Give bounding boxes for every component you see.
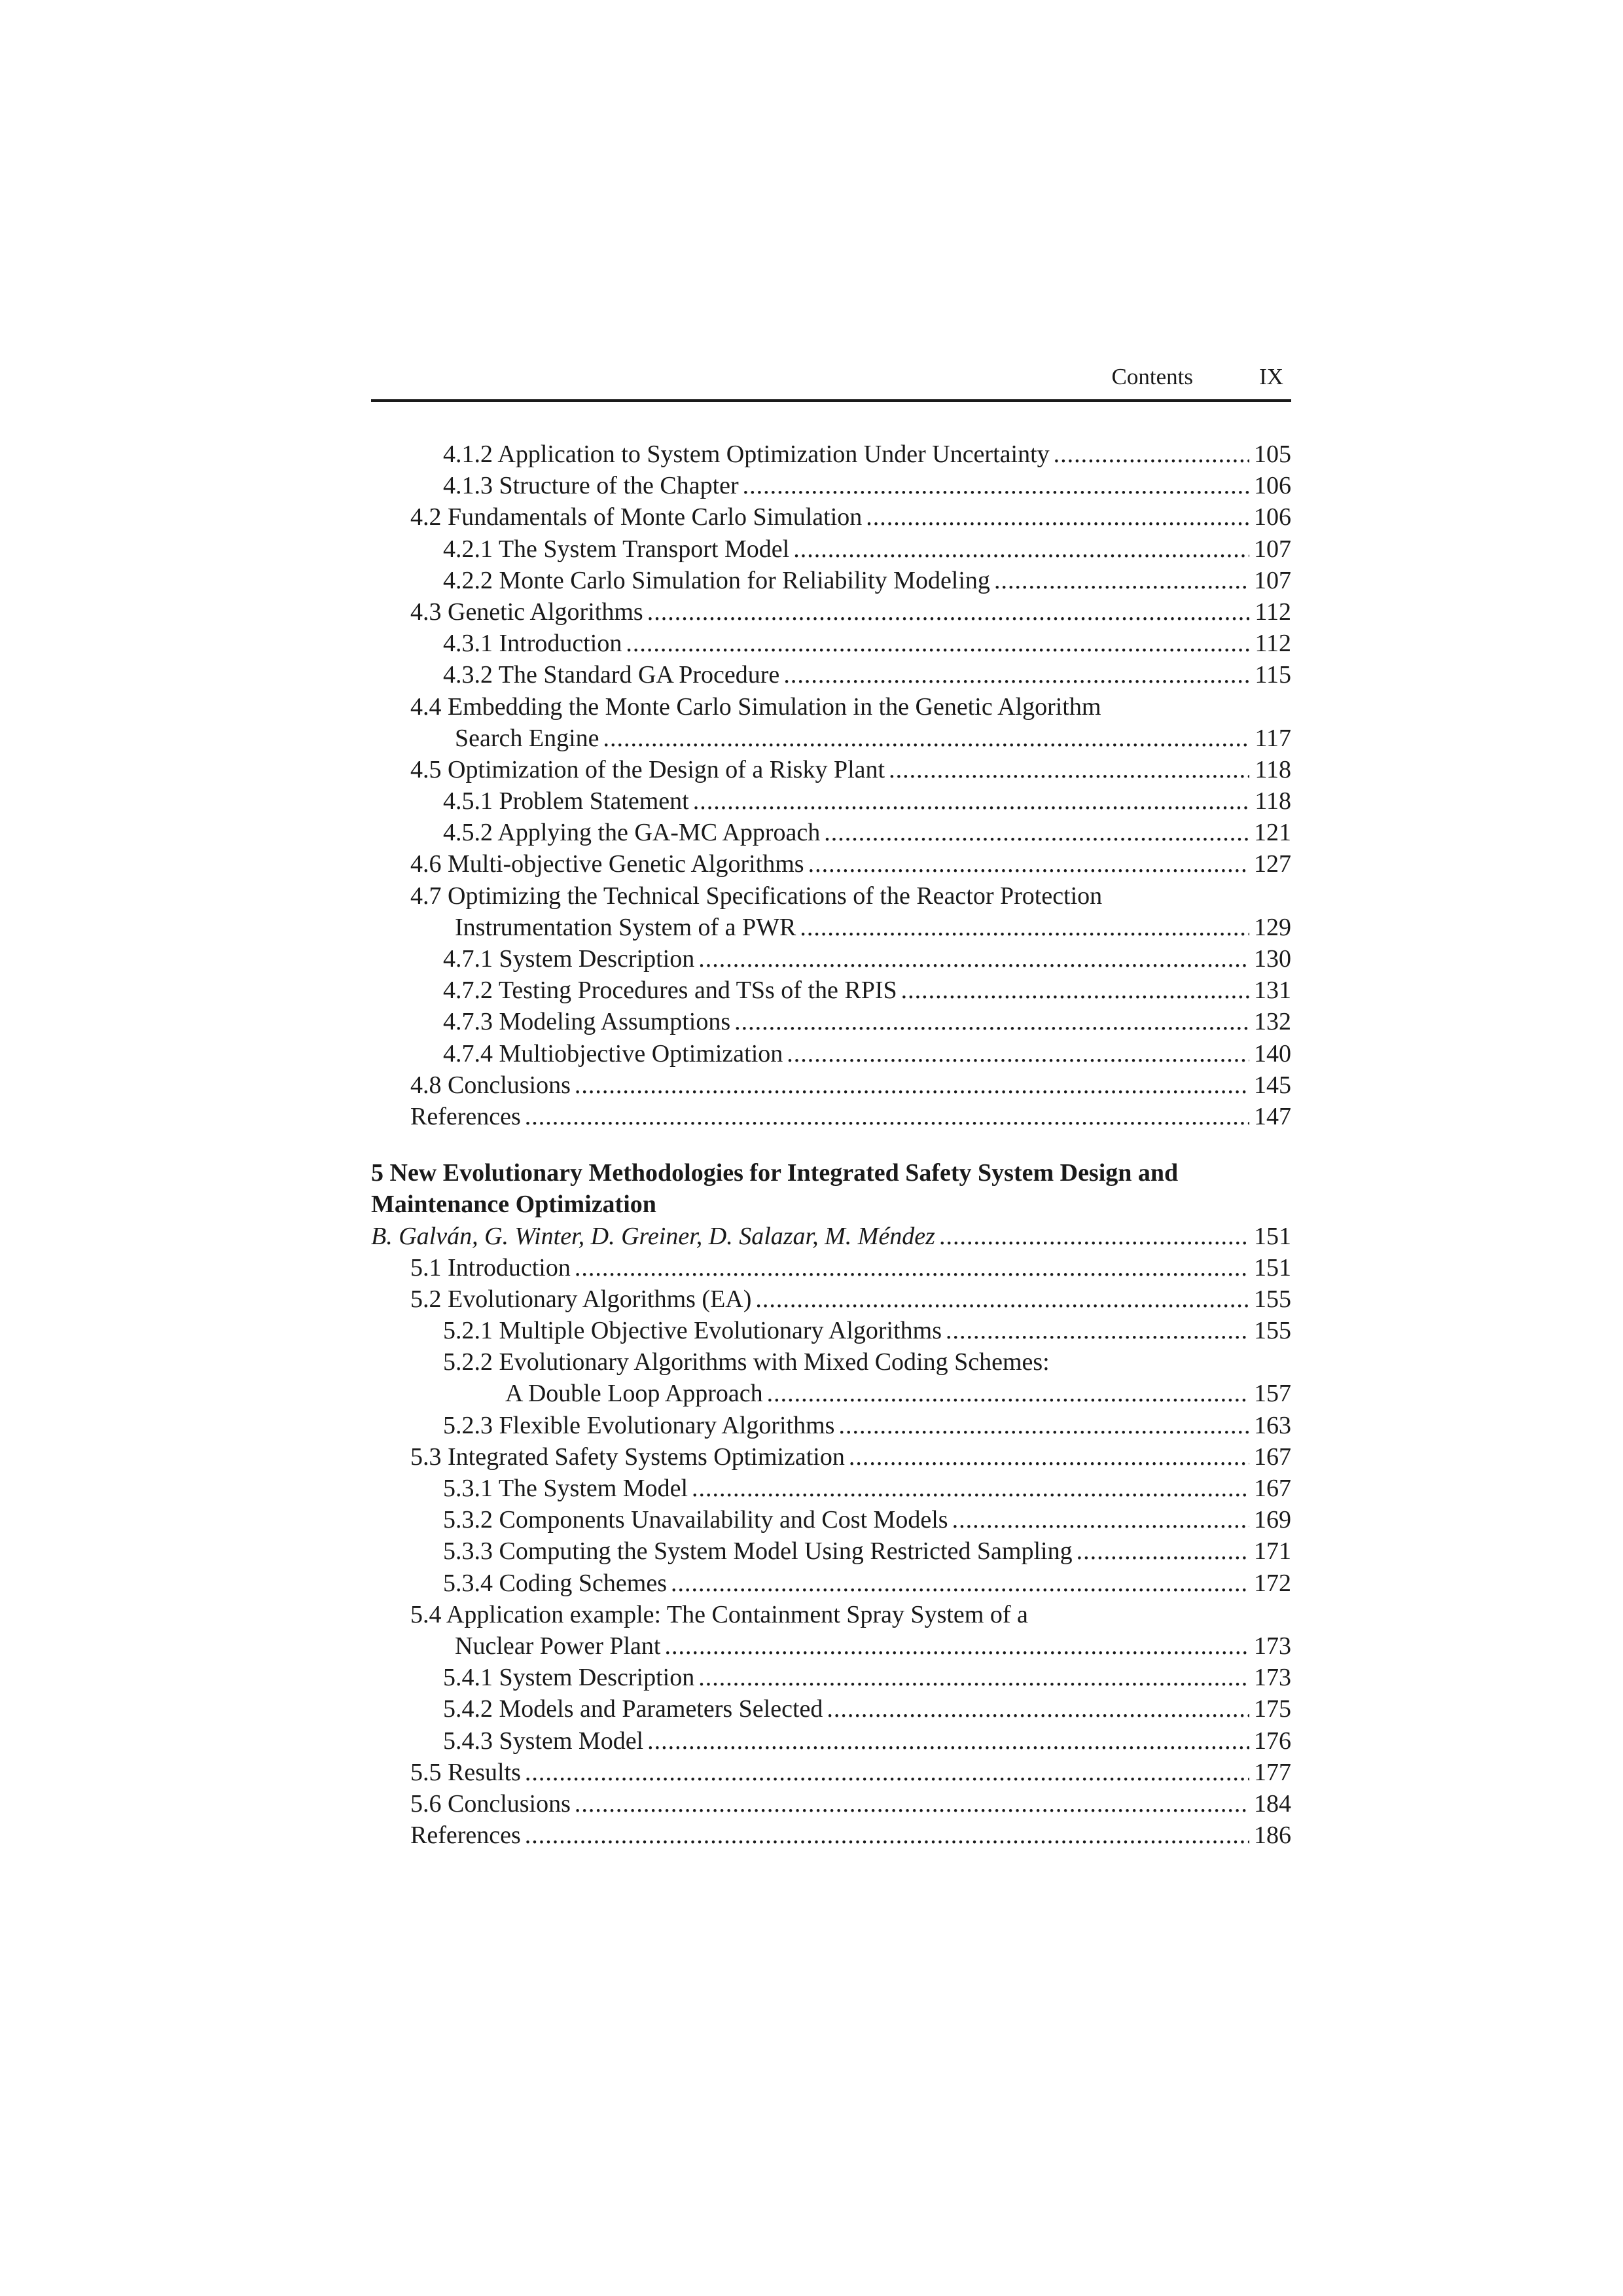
- toc-entry-title: 4.7.1 System Description: [443, 945, 695, 973]
- toc-entry-title: 4.8 Conclusions: [410, 1071, 571, 1099]
- toc-entry-page: 118: [1255, 755, 1291, 783]
- toc-entry-title: 5.3.2 Components Unavailability and Cost Models: [443, 1506, 948, 1534]
- running-head: [371, 360, 1291, 402]
- running-head-section: Contents: [1111, 364, 1193, 389]
- toc-entry-title: 4.2.1 The System Transport Model: [443, 535, 790, 563]
- toc-entry-title: 4.1.3 Structure of the Chapter: [443, 472, 739, 500]
- toc-entry-page: 131: [1254, 977, 1291, 1005]
- toc-entry-title: 4.3.2 The Standard GA Procedure: [443, 661, 780, 689]
- toc-entry-title: 4.5.2 Applying the GA-MC Approach: [443, 819, 821, 847]
- toc-entry-title: 4.6 Multi-objective Genetic Algorithms: [410, 850, 804, 878]
- toc-entry-title-continued: Nuclear Power Plant: [455, 1632, 661, 1660]
- toc-entry: [371, 1252, 1291, 1283]
- dot-leader: [787, 1038, 1249, 1069]
- dot-leader: [827, 1693, 1249, 1725]
- toc-entry: [371, 1535, 1291, 1567]
- toc-entry-page: 130: [1254, 945, 1291, 973]
- dot-leader: [808, 848, 1249, 880]
- toc-entry-page: 129: [1254, 913, 1291, 941]
- toc-entry-page: 105: [1254, 440, 1291, 468]
- toc-entry: [371, 817, 1291, 848]
- dot-leader: [626, 628, 1249, 659]
- toc-entry: [371, 533, 1291, 565]
- toc-entry-title: 4.7.2 Testing Procedures and TSs of the RPIS: [443, 977, 897, 1005]
- toc-entry-title: References: [410, 1102, 521, 1130]
- dot-leader: [849, 1441, 1249, 1473]
- toc-entry: [371, 943, 1291, 975]
- dot-leader: [939, 1221, 1249, 1252]
- dot-leader: [1054, 439, 1249, 470]
- toc-entry: [371, 785, 1291, 817]
- toc-entry: [371, 1599, 1291, 1630]
- chapter-authors: [371, 1221, 1291, 1252]
- toc-entry: [371, 1662, 1291, 1693]
- toc-entry-page: 115: [1255, 661, 1291, 689]
- dot-leader: [783, 659, 1249, 691]
- toc-entry: [371, 1441, 1291, 1473]
- toc-entry-page: 147: [1254, 1102, 1291, 1130]
- table-of-contents: [371, 439, 1291, 1851]
- dot-leader: [946, 1315, 1249, 1346]
- dot-leader: [734, 1006, 1249, 1037]
- dot-leader: [575, 1788, 1249, 1820]
- toc-entry-title-continued: Instrumentation System of a PWR: [455, 913, 796, 941]
- toc-entry: [371, 659, 1291, 691]
- toc-entry-title: 4.5.1 Problem Statement: [443, 787, 689, 816]
- toc-entry-page: 175: [1254, 1695, 1291, 1723]
- toc-entry-page: 155: [1254, 1317, 1291, 1345]
- dot-leader: [838, 1410, 1249, 1441]
- toc-entry-page: 127: [1254, 850, 1291, 878]
- toc-entry: [371, 1315, 1291, 1346]
- chapter-title-line-2: Maintenance Optimization: [371, 1191, 656, 1219]
- dot-leader: [743, 470, 1249, 501]
- toc-entry: [371, 1568, 1291, 1599]
- toc-entry-title: 5.2.1 Multiple Objective Evolutionary Algorithms: [443, 1317, 942, 1345]
- toc-entry-page: 176: [1254, 1727, 1291, 1755]
- toc-entry-page: 167: [1254, 1443, 1291, 1471]
- toc-entry-title: 4.1.2 Application to System Optimization Under Uncertainty: [443, 440, 1050, 468]
- dot-leader: [525, 1757, 1249, 1788]
- toc-entry-title: 5.1 Introduction: [410, 1253, 571, 1282]
- toc-entry-page: 107: [1254, 535, 1291, 563]
- dot-leader: [575, 1252, 1249, 1283]
- toc-entry-page: 171: [1254, 1537, 1291, 1566]
- dot-leader: [994, 565, 1249, 596]
- dot-leader: [800, 912, 1249, 943]
- toc-entry: [371, 628, 1291, 659]
- dot-leader: [901, 975, 1249, 1006]
- dot-leader: [692, 1473, 1249, 1504]
- toc-entry-page: 167: [1254, 1475, 1291, 1503]
- toc-entry: [371, 1346, 1291, 1378]
- toc-entry: [371, 975, 1291, 1006]
- toc-entry: [371, 501, 1291, 533]
- toc-entry: [371, 880, 1291, 912]
- authors-text: B. Galván, G. Winter, D. Greiner, D. Salazar, M. Méndez: [371, 1222, 935, 1250]
- dot-leader: [664, 1630, 1249, 1662]
- toc-entry-continuation: [371, 723, 1291, 754]
- toc-entry-title: 4.5 Optimization of the Design of a Risky Plant: [410, 755, 885, 783]
- toc-entry-title: 5.3.4 Coding Schemes: [443, 1569, 667, 1597]
- dot-leader: [698, 1662, 1249, 1693]
- dot-leader: [647, 596, 1249, 628]
- toc-entry-page: 112: [1255, 630, 1291, 658]
- dot-leader: [1077, 1535, 1249, 1567]
- toc-entry-page: 173: [1254, 1664, 1291, 1692]
- toc-entry-page: 107: [1254, 566, 1291, 594]
- toc-entry-page: 172: [1254, 1569, 1291, 1597]
- toc-entry-page: 140: [1254, 1039, 1291, 1067]
- toc-entry-title: 5.3.1 The System Model: [443, 1475, 688, 1503]
- dot-leader: [525, 1101, 1249, 1132]
- chapter-5-heading: [371, 1157, 1291, 1252]
- dot-leader: [671, 1568, 1249, 1599]
- toc-entry-continuation: [371, 1630, 1291, 1662]
- dot-leader: [755, 1283, 1249, 1315]
- toc-entry-page: 157: [1254, 1380, 1291, 1408]
- toc-entry-title: References: [410, 1821, 521, 1850]
- toc-entry-title: 5.4.2 Models and Parameters Selected: [443, 1695, 823, 1723]
- dot-leader: [698, 943, 1249, 975]
- toc-entry-page: 118: [1255, 787, 1291, 816]
- toc-entry: [371, 596, 1291, 628]
- toc-entry-continuation: [371, 912, 1291, 943]
- toc-entry-continuation: [371, 1378, 1291, 1409]
- toc-entry-title: 4.7 Optimizing the Technical Specifications of the Reactor Protection: [410, 882, 1103, 910]
- toc-entry: [371, 1410, 1291, 1441]
- toc-entry-title: 5.2 Evolutionary Algorithms (EA): [410, 1285, 752, 1313]
- toc-entry-page: 106: [1254, 503, 1291, 531]
- toc-entry-page: 186: [1254, 1821, 1291, 1850]
- toc-entry-title: 5.5 Results: [410, 1758, 521, 1786]
- toc-entry: [371, 691, 1291, 723]
- toc-entry-page: 117: [1255, 724, 1291, 752]
- toc-entry-page: 151: [1254, 1253, 1291, 1282]
- toc-entry-title: 5.2.3 Flexible Evolutionary Algorithms: [443, 1411, 835, 1439]
- toc-entry-page: 169: [1254, 1506, 1291, 1534]
- toc-entry-title: 4.7.3 Modeling Assumptions: [443, 1008, 731, 1036]
- toc-entry: [371, 439, 1291, 470]
- toc-entry: [371, 754, 1291, 785]
- toc-entry: [371, 1006, 1291, 1037]
- toc-entry-page: 163: [1254, 1411, 1291, 1439]
- page-number: IX: [1259, 364, 1283, 389]
- toc-entry: [371, 1069, 1291, 1101]
- toc-entry-title: 5.4.3 System Model: [443, 1727, 644, 1755]
- toc-entry-title-continued: A Double Loop Approach: [505, 1380, 763, 1408]
- toc-entry-page: 177: [1254, 1758, 1291, 1786]
- toc-entry-page: 173: [1254, 1632, 1291, 1660]
- toc-entry-page: 155: [1254, 1285, 1291, 1313]
- authors-page: 151: [1254, 1222, 1291, 1250]
- toc-entry-page: 121: [1254, 819, 1291, 847]
- toc-entry-page: 132: [1254, 1008, 1291, 1036]
- toc-entry: [371, 1788, 1291, 1820]
- toc-chapter-5-entries: [371, 1252, 1291, 1852]
- toc-entry: [371, 848, 1291, 880]
- dot-leader: [693, 785, 1249, 817]
- toc-entry-page: 184: [1254, 1789, 1291, 1818]
- toc-entry: [371, 1038, 1291, 1069]
- toc-entry: [371, 1101, 1291, 1132]
- toc-entry: [371, 1504, 1291, 1535]
- toc-entry-title: 5.3 Integrated Safety Systems Optimization: [410, 1443, 845, 1471]
- toc-entry: [371, 1757, 1291, 1788]
- dot-leader: [575, 1069, 1249, 1101]
- toc-entry-title: 4.2 Fundamentals of Monte Carlo Simulation: [410, 503, 863, 531]
- toc-entry-title: 4.4 Embedding the Monte Carlo Simulation in the Genetic Algorithm: [410, 692, 1101, 721]
- toc-entry: [371, 1473, 1291, 1504]
- toc-entry: [371, 1693, 1291, 1725]
- toc-entry-title: 5.4 Application example: The Containment Spray System of a: [410, 1600, 1028, 1628]
- toc-entry: [371, 565, 1291, 596]
- toc-entry: [371, 1725, 1291, 1757]
- toc-entry-page: 106: [1254, 472, 1291, 500]
- dot-leader: [866, 501, 1249, 533]
- dot-leader: [647, 1725, 1249, 1757]
- toc-entry-title: 5.3.3 Computing the System Model Using Restricted Sampling: [443, 1537, 1073, 1566]
- toc-entry-title: 5.4.1 System Description: [443, 1664, 695, 1692]
- toc-entry-title: 4.2.2 Monte Carlo Simulation for Reliability Modeling: [443, 566, 990, 594]
- toc-entry-page: 145: [1254, 1071, 1291, 1099]
- toc-entry-title-continued: Search Engine: [455, 724, 599, 752]
- dot-leader: [767, 1378, 1249, 1409]
- dot-leader: [793, 533, 1249, 565]
- toc-entry-title: 4.7.4 Multiobjective Optimization: [443, 1039, 783, 1067]
- toc-entry-title: 5.2.2 Evolutionary Algorithms with Mixed Coding Schemes:: [443, 1348, 1050, 1376]
- toc-entry-title: 5.6 Conclusions: [410, 1789, 571, 1818]
- dot-leader: [824, 817, 1249, 848]
- toc-entry-title: 4.3 Genetic Algorithms: [410, 598, 643, 626]
- toc-entry-page: 112: [1255, 598, 1291, 626]
- dot-leader: [889, 754, 1249, 785]
- dot-leader: [952, 1504, 1249, 1535]
- toc-chapter-4-entries: [371, 439, 1291, 1132]
- chapter-title-line-1: 5 New Evolutionary Methodologies for Integrated Safety System Design and: [371, 1159, 1179, 1187]
- dot-leader: [603, 723, 1249, 754]
- chapter-gap: [371, 1132, 1291, 1157]
- toc-entry: [371, 470, 1291, 501]
- toc-entry-title: 4.3.1 Introduction: [443, 630, 622, 658]
- toc-entry: [371, 1283, 1291, 1315]
- toc-entry: [371, 1820, 1291, 1851]
- dot-leader: [525, 1820, 1249, 1851]
